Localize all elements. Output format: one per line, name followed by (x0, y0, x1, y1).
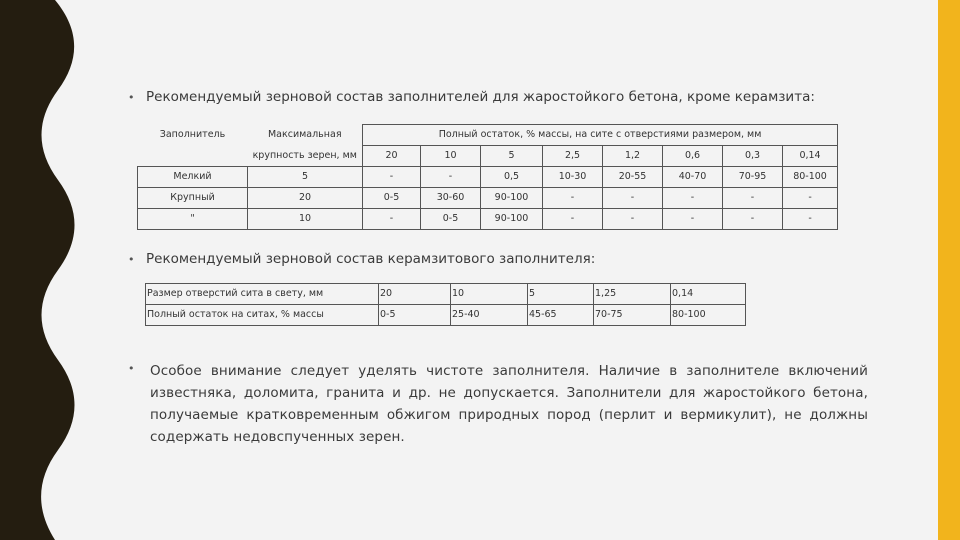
header-filler-blank (138, 146, 248, 167)
bullet-1 (128, 89, 815, 105)
row-label: Полный остаток на ситах, % массы (146, 305, 379, 326)
filler-name: Крупный (138, 188, 248, 209)
residue-cell: 45-65 (528, 305, 594, 326)
header-max-size-line2: крупность зерен, мм (252, 150, 357, 161)
expanded-clay-table (145, 283, 746, 326)
sieve-size: 0,14 (671, 284, 746, 305)
max-size: 20 (248, 188, 363, 209)
header-residue: Полный остаток, % массы, на сите с отверстиями размером, мм (363, 125, 838, 146)
residue-cell: - (783, 188, 838, 209)
residue-cell: 80-100 (783, 167, 838, 188)
residue-cell: - (783, 209, 838, 230)
residue-cell: 70-75 (594, 305, 671, 326)
max-size: 5 (248, 167, 363, 188)
aggregate-composition-table (137, 124, 838, 230)
residue-cell: - (603, 209, 663, 230)
table-row (138, 209, 838, 230)
residue-cell: - (723, 188, 783, 209)
sieve-size: 10 (421, 146, 481, 167)
sieve-size: 10 (451, 284, 528, 305)
filler-name: Мелкий (138, 167, 248, 188)
bullet-text: Рекомендуемый зерновой состав заполнителей для жаростойкого бетона, кроме керамзита: (146, 89, 815, 105)
residue-cell: - (543, 209, 603, 230)
sieve-size: 2,5 (543, 146, 603, 167)
accent-bar (938, 0, 960, 540)
residue-cell: 25-40 (451, 305, 528, 326)
decorative-wavy-edge (0, 0, 80, 540)
sieve-size: 0,6 (663, 146, 723, 167)
residue-cell: - (663, 188, 723, 209)
table-row (138, 167, 838, 188)
header-filler: Заполнитель (159, 129, 226, 141)
table-row (146, 305, 746, 326)
residue-cell: - (663, 209, 723, 230)
residue-cell: 40-70 (663, 167, 723, 188)
bullet-marker: • (128, 253, 135, 266)
row-label: Размер отверстий сита в свету, мм (146, 284, 379, 305)
residue-cell: 0-5 (421, 209, 481, 230)
sieve-size: 20 (363, 146, 421, 167)
residue-cell: - (421, 167, 481, 188)
residue-cell: - (603, 188, 663, 209)
sieve-size: 0,3 (723, 146, 783, 167)
sieve-size: 1,2 (603, 146, 663, 167)
sieve-size: 1,25 (594, 284, 671, 305)
residue-cell: 80-100 (671, 305, 746, 326)
residue-cell: 20-55 (603, 167, 663, 188)
residue-cell: 10-30 (543, 167, 603, 188)
table-row (138, 188, 838, 209)
residue-cell: 70-95 (723, 167, 783, 188)
sieve-size: 5 (481, 146, 543, 167)
residue-cell: 30-60 (421, 188, 481, 209)
residue-cell: 90-100 (481, 188, 543, 209)
filler-name: " (138, 209, 248, 230)
residue-cell: - (723, 209, 783, 230)
residue-cell: - (363, 167, 421, 188)
bullet-text: Рекомендуемый зерновой состав керамзитового заполнителя: (146, 251, 596, 267)
bullet-marker: • (128, 362, 135, 375)
residue-cell: 0-5 (379, 305, 451, 326)
paragraph-text: Особое внимание следует уделять чистоте заполнителя. Наличие в заполнителе включений известняка, доломита, гранита и др. не допускается. Заполнители для жаростойкого бетона, получаемые кратковременным обжигом природных пород (перлит и вермикулит), не должны содержать недовспученных зерен. (150, 363, 868, 445)
bullet-2 (128, 251, 595, 267)
residue-cell: 0-5 (363, 188, 421, 209)
header-max-size-line1: Максимальная (267, 129, 342, 141)
sieve-size: 5 (528, 284, 594, 305)
bullet-3 (128, 360, 868, 448)
bullet-marker: • (128, 91, 135, 104)
table-row (146, 284, 746, 305)
residue-cell: - (543, 188, 603, 209)
max-size: 10 (248, 209, 363, 230)
residue-cell: 90-100 (481, 209, 543, 230)
residue-cell: - (363, 209, 421, 230)
residue-cell: 0,5 (481, 167, 543, 188)
sieve-size: 0,14 (783, 146, 838, 167)
sieve-size: 20 (379, 284, 451, 305)
